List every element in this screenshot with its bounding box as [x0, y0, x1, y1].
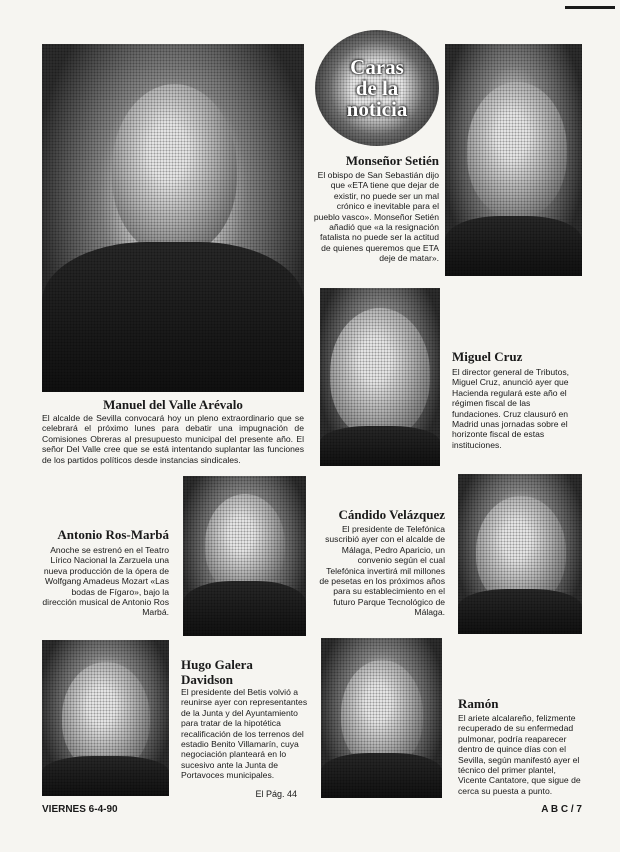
text-ramon: El ariete alcalareño, felizmente recuperado de su enfermedad pulmonar, podría reaparecer dentro de quince días con el Sevilla, según manifestó ayer el técnico del primer plantel, Vicente Cantatore, que sigue de cerca su puesta a punto. [458, 713, 581, 796]
caras-de-la-noticia-badge [315, 30, 439, 146]
photo-monsenor-setien [445, 44, 582, 276]
photo-antonio-ros-marba [183, 476, 306, 636]
text-miguel-cruz: El director general de Tributos, Miguel Cruz, anunció ayer que Hacienda regulará este año el régimen fiscal de las fundaciones. Cruz clausuró en Madrid unas jornadas sobre el horizonte fiscal de estas instituciones. [452, 367, 570, 450]
text-manuel-del-valle: El alcalde de Sevilla convocará hoy un pleno extraordinario que se celebrará el próximo lunes para debatir una impugnación de Comisiones Obreras al presupuesto municipal del presente año. El señor Del Valle cree que se está intentando suplantar las funciones de los partidos políticos desde instancias sindicales. [42, 413, 304, 465]
badge-line-3: noticia [346, 96, 408, 121]
text-antonio-ros-marba: Anoche se estrenó en el Teatro Lírico Nacional la Zarzuela una nueva producción de la ópera de Wolfgang Amadeus Mozart «Las bodas de Fígaro», bajo la dirección musical de Antonio Ros Marbá. [42, 545, 169, 618]
footer-date: VIERNES 6-4-90 [42, 804, 118, 815]
name-hugo-galera-davidson: Hugo Galera Davidson [181, 657, 253, 687]
continued-reference: El Pág. 44 [255, 789, 297, 799]
badge-line-1: Caras [350, 54, 404, 79]
name-monsenor-setien: Monseñor Setién [345, 153, 439, 168]
photo-candido-velazquez [458, 474, 582, 634]
text-monsenor-setien: El obispo de San Sebastián dijo que «ETA tiene que dejar de existir, no puede ser un mal crónico e inevitable para el pueblo vasco». Monseñor Setién añadió que «a la resignación fatalista no puede ser la actitud de quienes queremos que ETA deje de matar». [313, 170, 439, 264]
text-hugo-galera-davidson: El presidente del Betis volvió a reunirse ayer con representantes de la Junta y del Ayuntamiento para tratar de la hipotética recalificación de los terrenos del estadio Benito Villamarín, cuya negociación planteará en lo sucesivo ante la Junta de Portavoces municipales. [181, 687, 308, 781]
photo-hugo-galera-davidson [42, 640, 169, 796]
name-miguel-cruz: Miguel Cruz [452, 349, 523, 364]
top-rule [565, 6, 615, 9]
footer-page: A B C / 7 [541, 804, 582, 815]
photo-manuel-del-valle [42, 44, 304, 392]
photo-miguel-cruz [320, 288, 440, 466]
photo-ramon [321, 638, 442, 798]
name-manuel-del-valle: Manuel del Valle Arévalo [103, 397, 243, 412]
badge-line-2: de la [355, 75, 399, 100]
name-antonio-ros-marba: Antonio Ros-Marbá [57, 527, 169, 542]
text-candido-velazquez: El presidente de Telefónica suscribió ayer con el alcalde de Málaga, Pedro Aparicio, un convenio según el cual Telefónica invertirá mil millones de pesetas en los próximos años para su establecimiento en el futuro Parque Tecnológico de Málaga. [319, 524, 445, 618]
name-candido-velazquez: Cándido Velázquez [338, 507, 445, 522]
name-ramon: Ramón [458, 696, 499, 711]
